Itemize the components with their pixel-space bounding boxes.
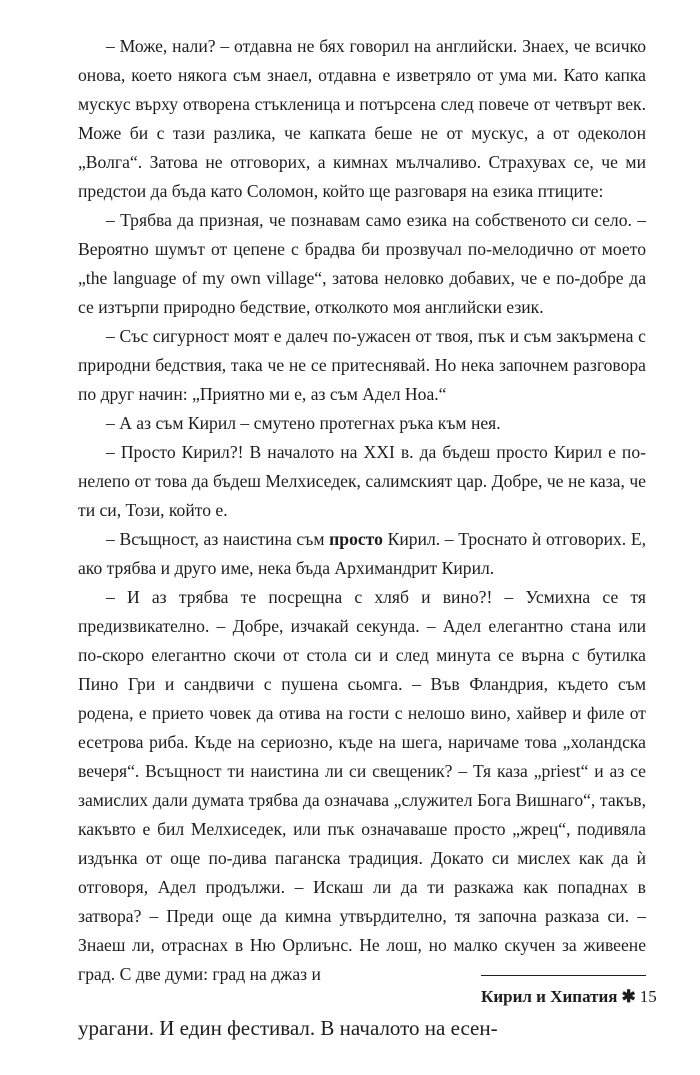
page-number: 15 — [639, 987, 657, 1006]
asterisk-ornament-icon: ✱ — [621, 987, 636, 1006]
book-title: Кирил и Хипатия — [481, 987, 618, 1006]
paragraph: – Със сигурност моят е далеч по-ужасен от твоя, пък и съм закърмена с природни бедствия, така че не се притеснявай. Но нека започнем разговора по друг начин: „Приятно ми е, аз съм Адел Ноа.“ — [78, 326, 646, 404]
paragraph-text-after: Кирил. – Троснато ѝ отговорих. Е, ако трябва и друго име, нека бъда Архимандрит Кирил. — [78, 529, 646, 578]
last-line: урагани. И един фестивал. В началото на есен- — [78, 1016, 498, 1040]
main-text — [78, 32, 646, 989]
paragraph-with-emphasis — [78, 525, 646, 583]
paragraph: – И аз трябва те посрещна с хляб и вино?! – Усмихна се тя предизвикателно. – Добре, изчакай секунда. – Адел елегантно стана или по-скоро елегантно скочи от стола си и след минута се върна с бутилка Пино Гри и сандвичи с пушена сьомга. – Във Фландрия, където съм родена, е прието човек да отива на гости с нелошо вино, хайвер и филе от есетрова риба. Къде на сериозно, къде на шега, наричаме това „холандска вечеря“. Всъщност ти наистина ли си свещеник? – Тя каза „priest“ и аз се замислих дали думата трябва да означава „служител Бога Вишнаго“, такъв, какъвто е бил Мелхиседек, или пък означаваше просто „жрец“, подивяла издънка от още по-дива паганска традиция. Докато си мислех как да ѝ отговоря, Адел продължи. – Искаш ли да ти разкажа как попаднах в затвора? – Преди още да кимна утвърдително, тя започна разказа си. – Знаеш ли, отраснах в Ню Орлиънс. Не лош, но малко скучен за живеене град. С две думи: град на джаз и — [78, 587, 646, 984]
paragraph: – Трябва да призная, че познавам само езика на собственото си село. – Вероятно шумът от цепене с брадва би прозвучал по-мелодично от моето „the language of my own village“, затова неловко добавих, че е по-добре да се изтърпи природно бедствие, отколкото моя английски език. — [78, 210, 646, 317]
paragraph-text-before: – Всъщност, аз наистина съм — [106, 529, 330, 549]
paragraph: – Може, нали? – отдавна не бях говорил на английски. Знаех, че всичко онова, което някога съм знаел, отдавна е изветряло от ума ми. Като капка мускус върху отворена стъкленица и потърсена след повече от четвърт век. Може би с тази разлика, че капката беше не от мускус, а от одеколон „Волга“. Затова не отговорих, а кимнах мълчаливо. Страхувах се, че ми предстои да бъда като Соломон, който ще разговаря на езика птиците: — [78, 36, 646, 201]
running-footer — [481, 975, 657, 1008]
emphasized-word: просто — [329, 529, 383, 549]
paragraph: – А аз съм Кирил – смутено протегнах ръка към нея. — [106, 413, 501, 433]
paragraph: – Просто Кирил?! В началото на XXI в. да бъдеш просто Кирил е по-нелепо от това да бъдеш Мелхиседек, салимският цар. Добре, че не каза, че ти си, Този, който е. — [78, 442, 646, 520]
